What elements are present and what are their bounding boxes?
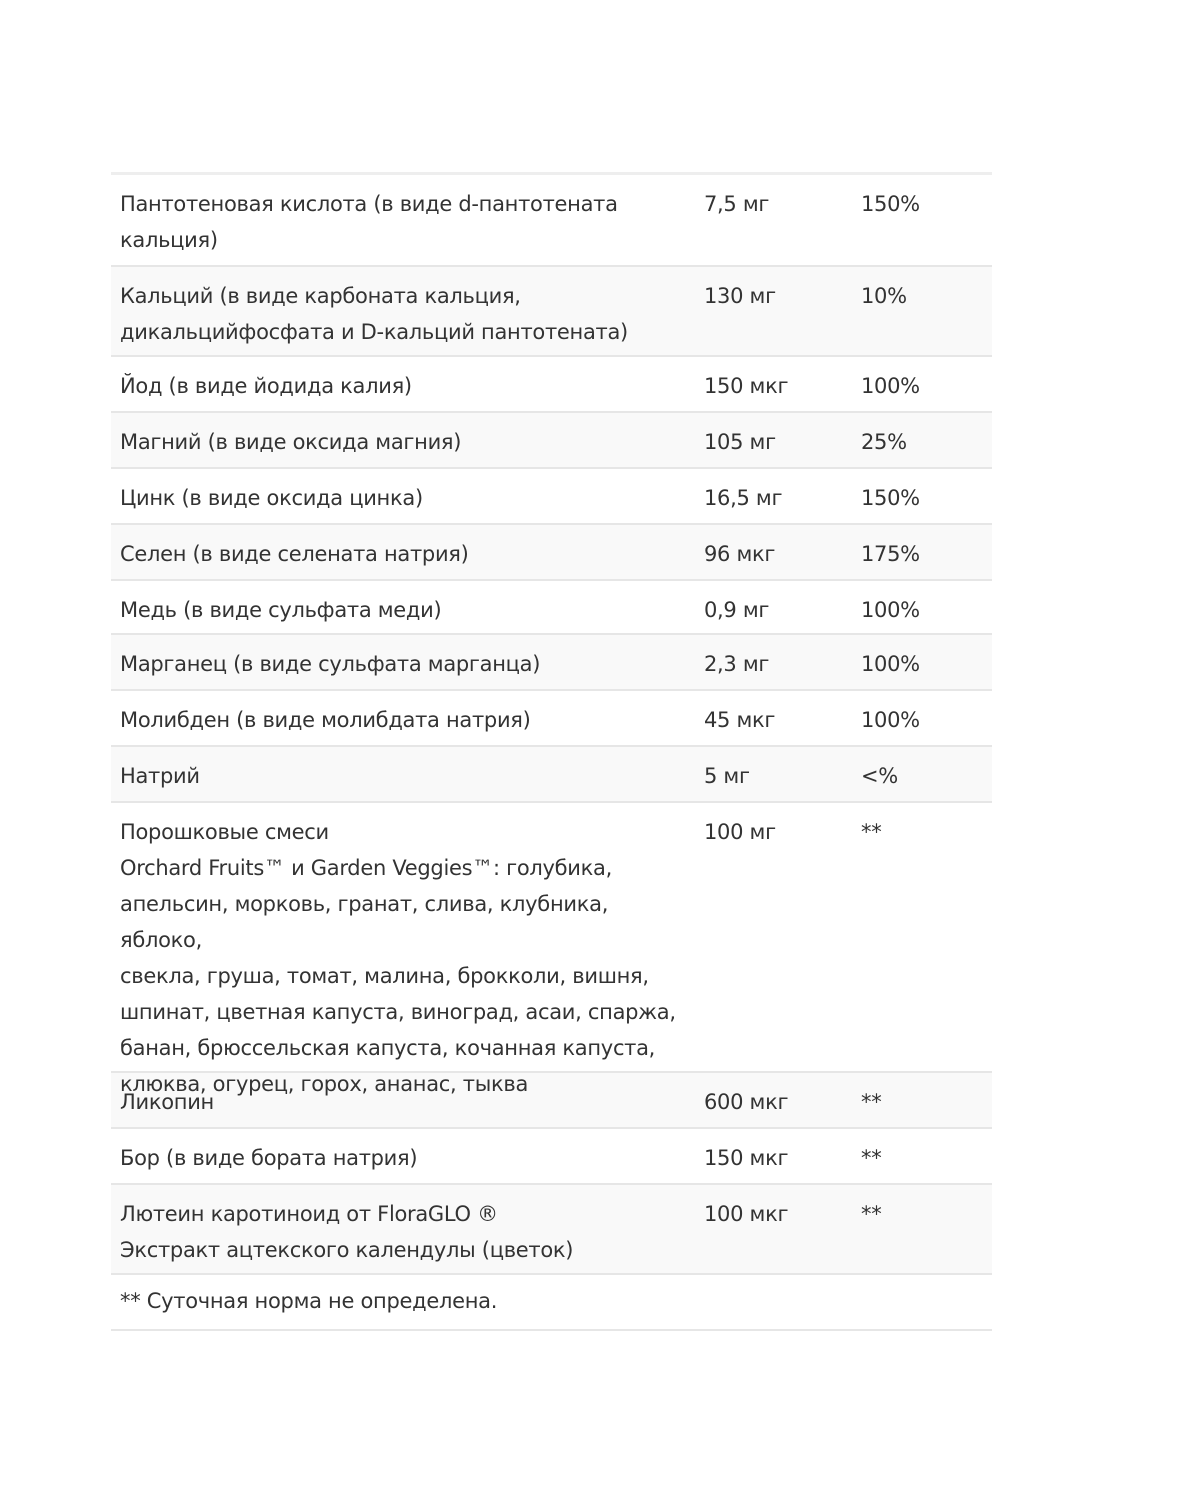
table-row: [111, 175, 992, 267]
nutrient-name-line: Медь (в виде сульфата меди): [120, 598, 442, 622]
table-row: [111, 635, 992, 691]
table-row: [111, 581, 992, 635]
nutrient-name-line: Пантотеновая кислота (в виде d-пантотената: [120, 192, 618, 216]
nutrient-amount: 45 мкг: [704, 708, 776, 732]
daily-value: 100%: [861, 652, 920, 676]
nutrient-name-line: Экстракт ацтекского календулы (цветок): [120, 1238, 574, 1262]
table-row: [111, 747, 992, 803]
nutrient-name: [111, 1084, 704, 1120]
nutrient-name-line: Цинк (в виде оксида цинка): [120, 486, 423, 510]
nutrient-name: [111, 1140, 704, 1176]
table-row: [111, 267, 992, 357]
nutrient-name: [111, 186, 704, 258]
nutrient-name: [111, 1196, 704, 1268]
nutrient-name-line: Йод (в виде йодида калия): [120, 374, 412, 398]
nutrient-name-line: апельсин, морковь, гранат, слива, клубника, яблоко,: [120, 892, 609, 952]
nutrient-name-line: свекла, груша, томат, малина, брокколи, вишня,: [120, 964, 649, 988]
nutrient-name-line: Ликопин: [120, 1090, 214, 1114]
daily-value: **: [861, 820, 882, 844]
table-row: [111, 525, 992, 581]
nutrient-name-line: банан, брюссельская капуста, кочанная капуста,: [120, 1036, 656, 1060]
daily-value: <%: [861, 764, 898, 788]
table-row: [111, 413, 992, 469]
table-row: [111, 1185, 992, 1275]
nutrient-name: [111, 646, 704, 682]
daily-value: 25%: [861, 430, 907, 454]
nutrient-name: [111, 480, 704, 516]
nutrient-name: [111, 536, 704, 572]
nutrient-amount: 2,3 мг: [704, 652, 770, 676]
nutrient-name-line: Молибден (в виде молибдата натрия): [120, 708, 531, 732]
table-row: [111, 357, 992, 413]
nutrient-name: [111, 758, 704, 794]
table-row: [111, 1129, 992, 1185]
nutrient-amount: 7,5 мг: [704, 192, 770, 216]
nutrient-name-line: Натрий: [120, 764, 200, 788]
daily-value: 100%: [861, 374, 920, 398]
daily-value: **: [861, 1090, 882, 1114]
nutrient-amount: 96 мкг: [704, 542, 776, 566]
nutrient-name-line: Магний (в виде оксида магния): [120, 430, 462, 454]
nutrient-amount: 150 мкг: [704, 374, 789, 398]
daily-value: 150%: [861, 486, 920, 510]
nutrient-amount: 600 мкг: [704, 1090, 789, 1114]
nutrient-name: [111, 702, 704, 738]
nutrient-amount: 100 мг: [704, 820, 776, 844]
nutrient-name: [111, 814, 704, 1102]
nutrient-name: [111, 278, 704, 350]
nutrient-name-line: клюква, огурец, горох, ананас, тыква: [120, 1072, 529, 1096]
daily-value: 10%: [861, 284, 907, 308]
nutrient-name-line: кальция): [120, 228, 218, 252]
nutrition-rows: [111, 175, 992, 1275]
table-row: [111, 469, 992, 525]
daily-value: **: [861, 1202, 882, 1226]
nutrient-name-line: Лютеин каротиноид от FloraGLO ®: [120, 1202, 498, 1226]
daily-value: 175%: [861, 542, 920, 566]
nutrient-amount: 100 мкг: [704, 1202, 789, 1226]
nutrient-name-line: Марганец (в виде сульфата марганца): [120, 652, 541, 676]
nutrient-name-line: Кальций (в виде карбоната кальция,: [120, 284, 521, 308]
daily-value: 100%: [861, 708, 920, 732]
nutrient-name: [111, 368, 704, 404]
nutrition-table: [111, 172, 992, 1331]
nutrient-amount: 105 мг: [704, 430, 776, 454]
nutrient-name-line: дикальцийфосфата и D-кальций пантотената): [120, 320, 628, 344]
nutrient-name-line: шпинат, цветная капуста, виноград, асаи, спаржа,: [120, 1000, 676, 1024]
daily-value: 150%: [861, 192, 920, 216]
table-row: [111, 691, 992, 747]
nutrient-amount: 150 мкг: [704, 1146, 789, 1170]
nutrient-name-line: Бор (в виде бората натрия): [120, 1146, 418, 1170]
nutrient-name-line: Селен (в виде селената натрия): [120, 542, 469, 566]
table-row: [111, 803, 992, 1096]
nutrient-name-line: Orchard Fruits™ и Garden Veggies™: голубика,: [120, 856, 612, 880]
daily-value: 100%: [861, 598, 920, 622]
footnote: ** Суточная норма не определена.: [111, 1275, 992, 1331]
nutrient-amount: 5 мг: [704, 764, 750, 788]
nutrient-name-line: Порошковые смеси: [120, 820, 329, 844]
nutrient-amount: 130 мг: [704, 284, 776, 308]
daily-value: **: [861, 1146, 882, 1170]
nutrient-amount: 16,5 мг: [704, 486, 783, 510]
nutrient-name: [111, 424, 704, 460]
nutrient-amount: 0,9 мг: [704, 598, 770, 622]
nutrient-name: [111, 592, 704, 628]
